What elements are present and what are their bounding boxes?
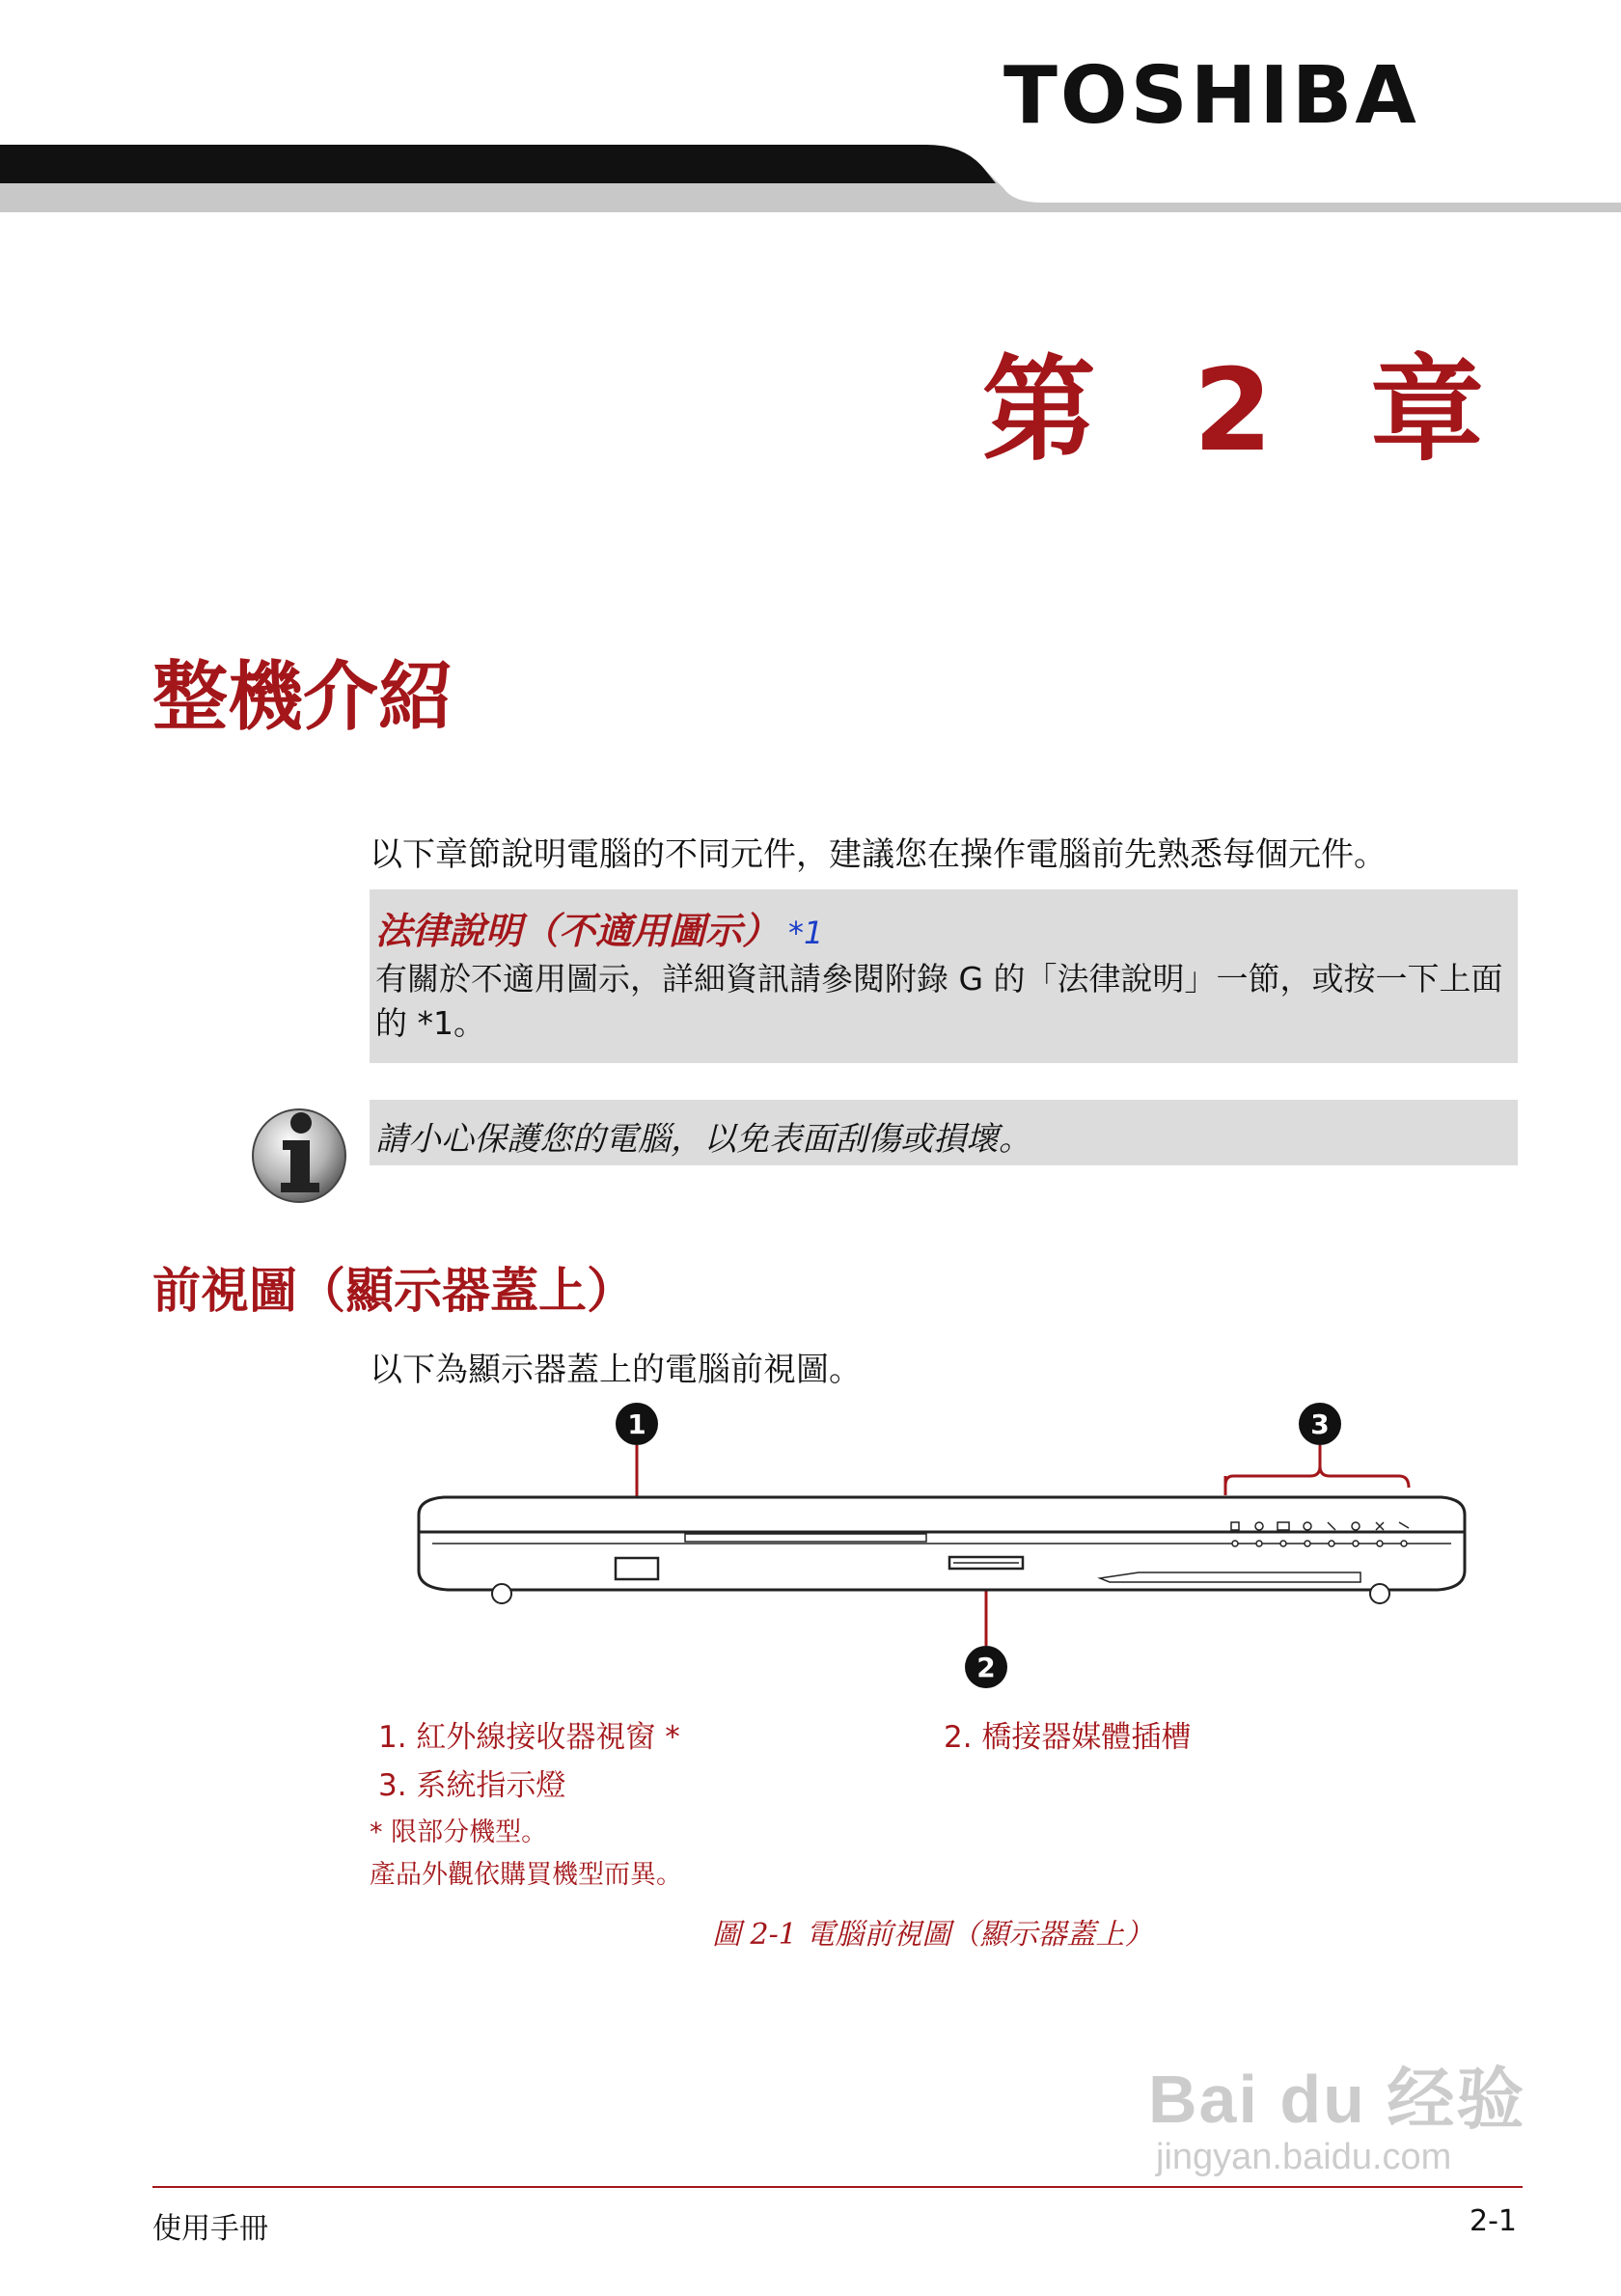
info-icon: [246, 1100, 352, 1206]
figure-caption: 圖 2-1 電腦前視圖（顯示器蓋上）: [712, 1918, 1154, 1952]
watermark-main: Bai du 经验: [1148, 2062, 1526, 2137]
legal-note-title: [375, 901, 823, 954]
brand-logo: TOSHIBA: [1003, 50, 1419, 142]
footnote-appearance: 產品外觀依購買機型而異。: [370, 1860, 682, 1890]
caption-media-slot: 2. 橋接器媒體插槽: [944, 1720, 1192, 1755]
header-band: [0, 135, 1621, 212]
footer-page-number: 2-1: [1470, 2204, 1517, 2238]
footnote-models: * 限部分機型。: [370, 1818, 548, 1847]
legal-note-body: 有關於不適用圖示，詳細資訊請參閱附錄 G 的「法律說明」一節，或按一下上面的 *1。: [375, 960, 1503, 1042]
legal-note-title-text: 法律說明（不適用圖示）: [375, 910, 780, 952]
footer-rule: [152, 2186, 1523, 2188]
caption-ir-window: 1. 紅外線接收器視窗 *: [378, 1720, 680, 1755]
svg-text:2: 2: [976, 1652, 996, 1683]
front-view-paragraph: 以下為顯示器蓋上的電腦前視圖。: [370, 1351, 862, 1389]
caption-system-indicators: 3. 系統指示燈: [378, 1768, 566, 1803]
svg-text:1: 1: [627, 1408, 646, 1440]
legal-note-link[interactable]: *1: [788, 915, 824, 951]
info-note-box: [370, 1100, 1518, 1165]
legal-note-box: [370, 889, 1518, 1063]
front-view-title: 前視圖（顯示器蓋上）: [152, 1263, 635, 1319]
laptop-front-figure: [405, 1399, 1486, 1688]
section-title: 整機介紹: [152, 654, 454, 741]
watermark-url: jingyan.baidu.com: [1156, 2137, 1452, 2177]
svg-text:3: 3: [1310, 1408, 1330, 1440]
chapter-title: 第 2 章: [981, 343, 1513, 477]
watermark: [1148, 2045, 1525, 2178]
intro-paragraph: 以下章節說明電腦的不同元件，建議您在操作電腦前先熟悉每個元件。: [370, 835, 1387, 874]
footer-manual-title: 使用手冊: [152, 2212, 268, 2246]
info-note-text: 請小心保護您的電腦，以免表面刮傷或損壞。: [375, 1120, 1031, 1159]
